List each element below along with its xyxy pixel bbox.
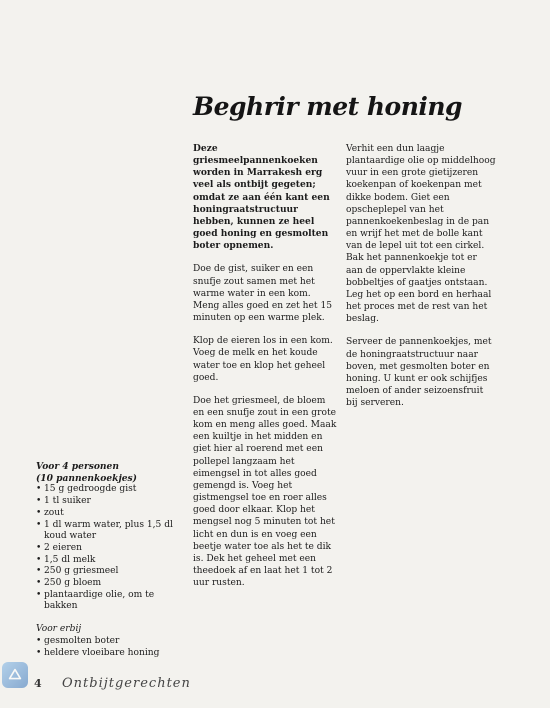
ingredient-item: • 15 g gedroogde gist — [36, 484, 186, 496]
instruction-paragraph: Serveer de pannenkoekjes, met de honingraatstructuur naar boven, met gesmolten boter en honing. U kunt er ook schijfjes meloen of ander seizoensfruit bij serveren. — [346, 337, 492, 409]
ingredient-item: • 1 dl warm water, plus 1,5 dl koud water — [36, 520, 186, 543]
instruction-paragraph: Doe de gist, suiker en een snufje zout samen met het warme water in een kom. Meng alles goed en zet het 15 minuten op een warme plek. — [193, 264, 333, 324]
serve-items — [36, 636, 186, 659]
ingredient-items — [36, 484, 186, 613]
ingredient-item: • plantaardige olie, om te bakken — [36, 590, 186, 613]
yield-line: (10 pannenkoekjes) — [36, 472, 137, 484]
ingredients-list — [36, 461, 186, 659]
ingredient-item: • 250 g bloem — [36, 578, 186, 590]
servings-heading — [36, 461, 186, 484]
recipe-title: Beghrir met honing — [193, 92, 463, 121]
instructions-column-left — [193, 143, 339, 600]
watermark-logo-icon — [2, 662, 28, 688]
serve-item: • gesmolten boter — [36, 636, 186, 648]
watermark-glyph-icon — [6, 666, 24, 684]
instruction-paragraph: Klop de eieren los in een kom. Voeg de melk en het koude water toe en klop het geheel goed. — [193, 336, 333, 383]
serve-item: • heldere vloeibare honing — [36, 648, 186, 660]
ingredient-item: • zout — [36, 508, 186, 520]
serve-heading: Voor erbij — [36, 624, 82, 635]
recipe-intro: Deze griesmeelpannenkoeken worden in Marrakesh erg veel als ontbijt gegeten; omdat ze aan één kant een honingraatstructuur hebben, kunnen ze heel goed honing en gesmolten boter opnemen. — [193, 143, 330, 252]
chapter-name: Ontbijtgerechten — [62, 676, 191, 691]
servings-line: Voor 4 personen — [36, 461, 119, 472]
instruction-paragraph: Doe het griesmeel, de bloem en een snufje zout in een grote kom en meng alles goed. Maak een kuiltje in het midden en giet hier al roerend met een pollepel langzaam het eimengsel in tot alles goed gemengd is. Voeg het gistmengsel toe en roer alles goed door elkaar. Klop het mengsel nog 5 minuten tot het licht en dun is en voeg een beetje water toe als het te dik is. Dek het geheel met een theedoek af en laat het 1 tot 2 uur rusten. — [193, 395, 337, 589]
instruction-paragraph: Verhit een dun laagje plantaardige olie op middelhoog vuur in een grote gietijzeren koekenpan of koekenpan met dikke bodem. Giet een opscheplepel van het pannenkoekenbeslag in de pan en wrijf het met de bolle kant van de lepel uit tot een cirkel. Bak het pannenkoekje tot er aan de oppervlakte kleine bobbeltjes of gaatjes ontstaan. Leg het op een bord en herhaal het proces met de rest van het beslag. — [346, 144, 496, 325]
ingredient-item: • 2 eieren — [36, 543, 186, 555]
page-number: 4 — [34, 677, 42, 690]
ingredient-item: • 1 tl suiker — [36, 496, 186, 508]
ingredient-item: • 250 g griesmeel — [36, 566, 186, 578]
instructions-column-right — [346, 143, 496, 420]
ingredient-item: • 1,5 dl melk — [36, 555, 186, 567]
